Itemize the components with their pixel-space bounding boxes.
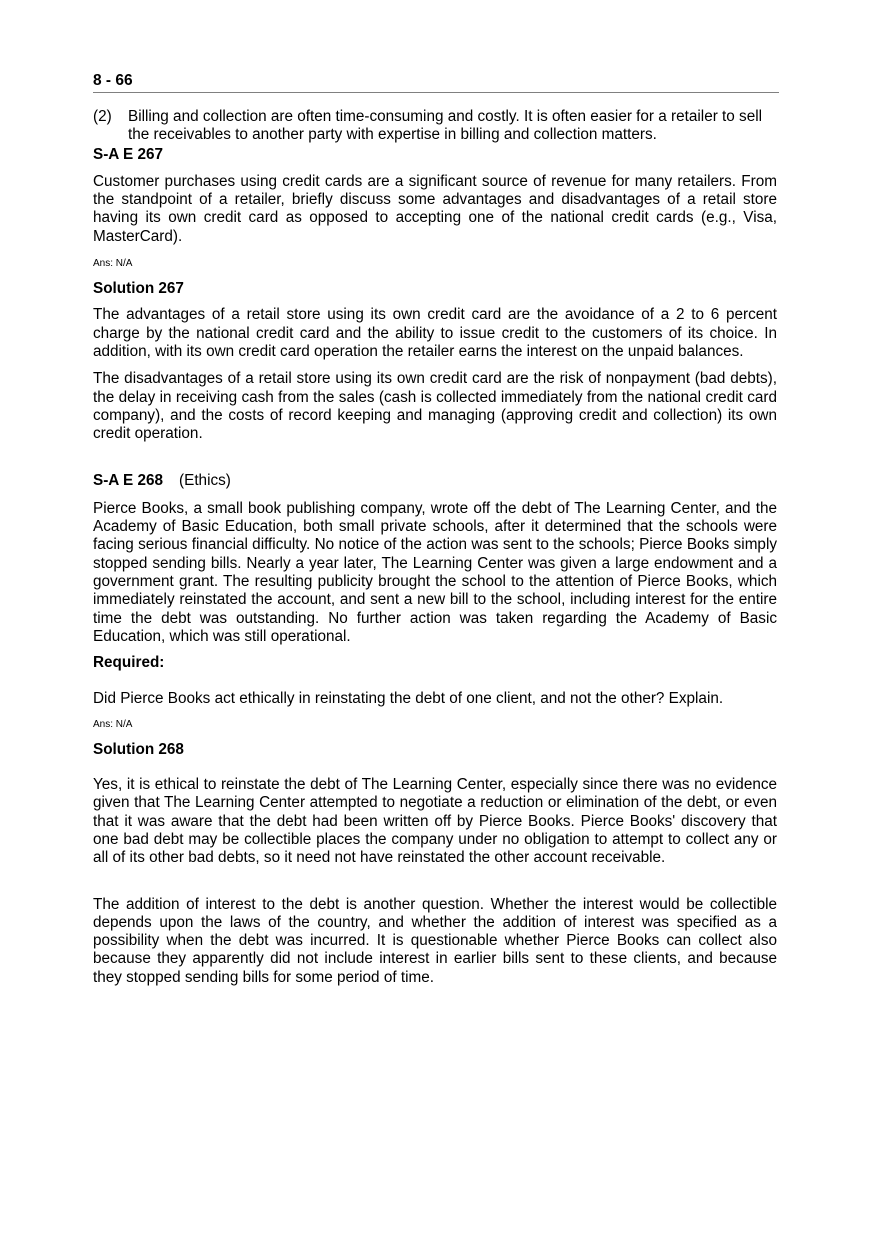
page-number: 8 - 66 (93, 72, 779, 93)
exercise-267-question: Customer purchases using credit cards are a significant source of revenue for many retailers. From the standpoint of a retailer, briefly discuss some advantages and disadvantages of a retail store having its own credit card as opposed to accepting one of the national credit cards (e.g., Visa, MasterCard). (93, 172, 777, 245)
exercise-268-tag: (Ethics) (179, 472, 231, 490)
exercise-267-heading: S-A E 267 (93, 145, 164, 163)
required-question: Did Pierce Books act ethically in reinstating the debt of one client, and not the other? Explain. (93, 690, 724, 708)
exercise-268-heading: S-A E 268 (93, 472, 164, 490)
list-item (93, 108, 777, 145)
page-content (93, 108, 777, 987)
list-item-text: Billing and collection are often time-consuming and costly. It is often easier for a retailer to sell the receivables to another party with expertise in billing and collection matters. (128, 108, 762, 144)
required-label: Required: (93, 654, 165, 672)
solution-268-paragraph-2: The addition of interest to the debt is another question. Whether the interest would be collectible depends upon the laws of the country, and whether the addition of interest was specified as a possibility when the debt was incurred. It is questionable whether Pierce Books can collect also because they apparently did not include interest in earlier bills sent to these clients, and because they stopped sending bills for some period of time. (93, 895, 777, 986)
list-item-number: (2) (93, 108, 112, 125)
solution-268-heading: Solution 268 (93, 740, 184, 758)
solution-267-paragraph-2: The disadvantages of a retail store using its own credit card are the risk of nonpayment (bad debts), the delay in receiving cash from the sales (cash is collected immediately from the national credit card company), and the costs of record keeping and managing (approving credit and collection) its own credit operation. (93, 370, 777, 443)
solution-267-heading: Solution 267 (93, 280, 184, 298)
exercise-267-ans: Ans: N/A (93, 258, 133, 270)
solution-267-paragraph-1: The advantages of a retail store using its own credit card are the avoidance of a 2 to 6 percent charge by the national credit card and the ability to issue credit to the customers of its choice. In addition, with its own credit card operation the retailer earns the interest on the unpaid balances. (93, 306, 777, 360)
exercise-268-ans: Ans: N/A (93, 718, 133, 730)
solution-268-paragraph-1: Yes, it is ethical to reinstate the debt of The Learning Center, especially since there was no evidence given that The Learning Center attempted to negotiate a reduction or elimination of the debt, or even that it was aware that the debt had been written off by Pierce Books. Pierce Books' discovery that one bad debt may be collectible places the company under no obligation to attempt to collect any or all of its other bad debts, so it need not have reinstated the other account receivable. (93, 776, 777, 867)
exercise-268-heading-line (93, 472, 777, 490)
exercise-268-scenario: Pierce Books, a small book publishing company, wrote off the debt of The Learning Center, and the Academy of Basic Education, both small private schools, after it determined that the schools were facing serious financial difficulty. No notice of the action was sent to the schools; Pierce Books simply stopped sending bills. Nearly a year later, The Learning Center was given a large endowment and a government grant. The resulting publicity brought the school to the attention of Pierce Books, which immediately reinstated the account, and sent a new bill to the school, including interest for the entire time the debt was outstanding. No further action was taken regarding the Academy of Basic Education, which was still operational. (93, 499, 777, 645)
